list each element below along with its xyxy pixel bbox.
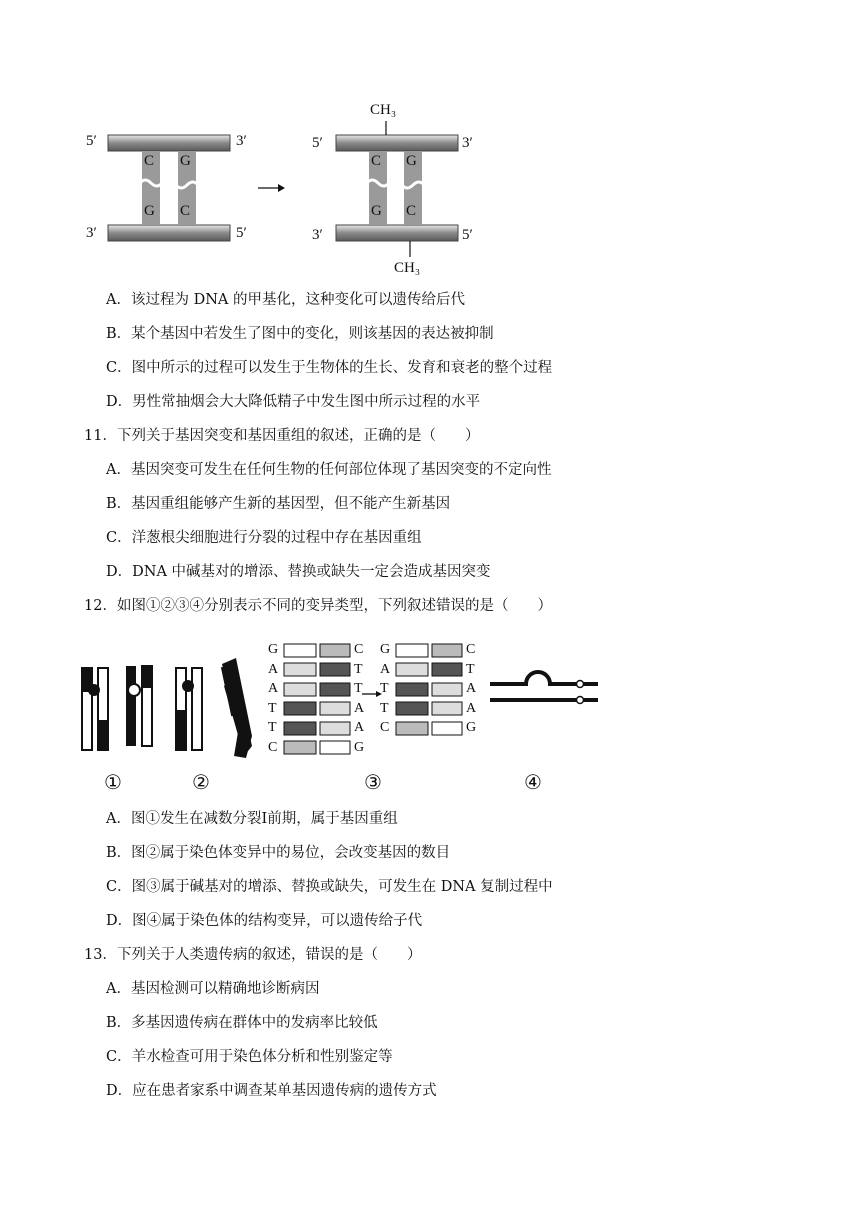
q13-option-b: B．多基因遗传病在群体中的发病率比较低 [106,1015,378,1031]
left-bottom-3-label: 3′ [86,225,97,241]
q10-option-a: A．该过程为 DNA 的甲基化，这种变化可以遗传给后代 [106,292,465,308]
methyl-bottom-label: CH₃ [394,260,421,276]
q11-option-d: D．DNA 中碱基对的增添、替换或缺失一定会造成基因突变 [106,564,491,580]
q12-option-a: A．图①发生在减数分裂Ⅰ前期，属于基因重组 [106,811,398,827]
left-top-5-label: 5′ [86,133,97,149]
base-letter: G [380,642,391,657]
figure-label-4: ④ [524,770,542,794]
q11-stem: 11．下列关于基因突变和基因重组的叙述，正确的是（ ） [84,428,480,444]
q10-option-c: C．图中所示的过程可以发生于生物体的生长、发育和衰老的整个过程 [106,360,553,376]
q11-option-a: A．基因突变可发生在任何生物的任何部位体现了基因突变的不定向性 [106,462,552,478]
base-letter: A [466,700,477,716]
seq-blocks-before [282,642,354,758]
base-letter: C [268,739,278,755]
q10-option-b: B．某个基因中若发生了图中的变化，则该基因的表达被抑制 [106,326,494,342]
base-letter: T [466,661,475,677]
base-label: C [371,153,382,169]
right-bottom-5-label: 5′ [462,227,473,243]
figure-label-3: ③ [364,770,382,794]
base-letter: C [354,642,364,657]
right-top-3-label: 3′ [462,135,473,151]
base-letter: A [354,700,365,716]
q10-option-d: D．男性常抽烟会大大降低精子中发生图中所示过程的水平 [106,394,481,410]
methylation-figure [80,102,500,285]
base-label: G [144,203,155,219]
q11-option-c: C．洋葱根尖细胞进行分裂的过程中存在基因重组 [106,530,422,546]
strand-top-left [108,135,230,151]
q12-option-d: D．图④属于染色体的结构变异，可以遗传给子代 [106,913,423,929]
right-top-5-label: 5′ [312,135,323,151]
base-letter: T [268,700,277,716]
base-letter: G [466,720,477,735]
q12-option-c: C．图③属于碱基对的增添、替换或缺失，可发生在 DNA 复制过程中 [106,879,553,895]
base-letter: C [380,720,390,735]
seq-right-after [466,640,476,738]
base-label: G [406,153,417,169]
base-letter: A [380,661,391,677]
base-label: G [371,203,382,219]
base-letter: G [354,739,365,755]
base-letter: T [380,681,389,696]
base-letter: T [354,681,363,696]
chromosome-pair-1 [82,668,108,750]
variation-figure [76,636,616,802]
chromosome-pair-2 [176,658,252,758]
strand-top-right [336,135,458,151]
q13-option-d: D．应在患者家系中调查某单基因遗传病的遗传方式 [106,1083,437,1099]
strand-bottom-left [108,225,230,241]
left-top-3-label: 3′ [236,133,247,149]
base-letter: T [268,720,277,735]
methyl-top-label: CH₃ [370,102,397,118]
base-label: C [180,203,191,219]
base-label: C [406,203,417,219]
right-bottom-3-label: 3′ [312,227,323,243]
chromosome-loop-4 [490,672,598,704]
chromosome-pair-1b [126,666,152,746]
q11-option-b: B．基因重组能够产生新的基因型，但不能产生新基因 [106,496,451,512]
figure-label-1: ① [104,770,122,794]
base-letter: T [380,700,389,716]
q13-stem: 13．下列关于人类遗传病的叙述，错误的是（ ） [84,947,422,963]
base-letter: A [268,661,279,677]
base-letter: G [268,642,279,657]
base-letter: A [354,720,365,735]
q12-stem: 12．如图①②③④分别表示不同的变异类型，下列叙述错误的是（ ） [84,598,552,614]
seq-blocks-after [394,642,466,738]
left-bottom-5-label: 5′ [236,225,247,241]
base-letter: T [354,661,363,677]
seq-left-before [268,640,278,757]
q13-option-c: C．羊水检查可用于染色体分析和性别鉴定等 [106,1049,393,1065]
base-label: G [180,153,191,169]
seq-left-after [380,640,390,738]
base-label: C [144,153,155,169]
strand-bottom-right [336,225,458,241]
methylation-diagram [80,105,500,285]
base-letter: C [466,642,476,657]
figure-label-2: ② [192,770,210,794]
base-letter: A [466,681,477,696]
q13-option-a: A．基因检测可以精确地诊断病因 [106,981,320,997]
q12-option-b: B．图②属于染色体变异中的易位，会改变基因的数目 [106,845,451,861]
seq-right-before [354,640,364,757]
base-letter: A [268,681,279,696]
